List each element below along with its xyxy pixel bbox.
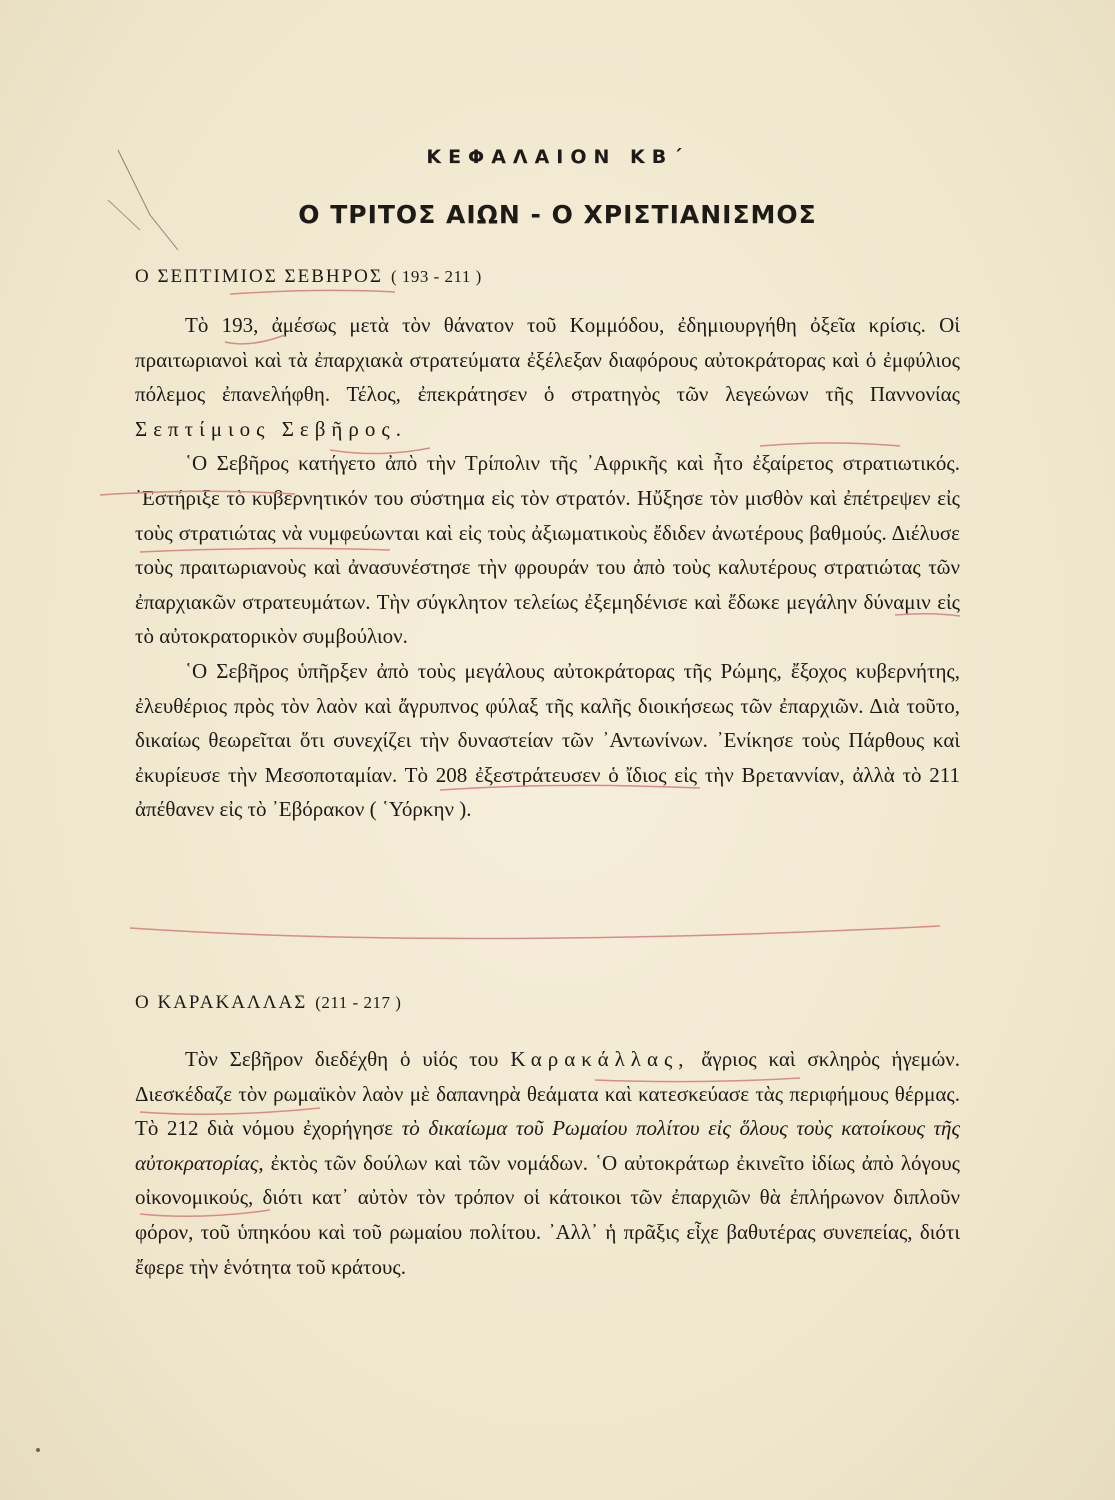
paragraph-text: Τὸν Σεβῆρον διεδέχθη ὁ υἱός του xyxy=(185,1047,499,1071)
paragraph xyxy=(135,308,960,446)
chapter-title: Ο ΤΡΙΤΟΣ ΑΙΩΝ - Ο ΧΡΙΣΤΙΑΝΙΣΜΟΣ xyxy=(298,200,817,229)
paragraph: ῾Ο Σεβῆρος κατήγετο ἀπὸ τὴν Τρίπολιν τῆς ᾿Αφρικῆς καὶ ἦτο ἐξαίρετος στρατιωτικός. ᾿Εστήριξε τὸ κυβερνητικόν του σύστημα εἰς τὸν στρατόν. Ηὔξησε τὸν μισθὸν καὶ ἐπέτρεψεν εἰς τοὺς στρατιώτας νὰ νυμφεύωνται καὶ εἰς τοὺς ἀξιωματικοὺς ἔδιδεν ἀνωτέρους βαθμούς. Διέλυσε τοὺς πραιτωριανοὺς καὶ ἀνασυνέστησε τὴν φρουράν του ἀπὸ τοὺς καλυτέρους στρατιώτας τῶν ἐπαρχιακῶν στρατευμάτων. Τὴν σύγκλητον τελείως ἐξεμηδένισε καὶ ἔδωκε μεγάλην δύναμιν εἰς τὸ αὐτοκρατορικὸν συμβούλιον. xyxy=(135,451,960,649)
section-heading-severus xyxy=(135,266,482,288)
red-underline xyxy=(130,926,940,939)
red-underline xyxy=(230,290,395,294)
section-body-caracalla xyxy=(135,1042,960,1284)
chapter-heading: ΚΕΦΑΛΑΙΟΝ ΚΒ΄ xyxy=(426,146,689,168)
paragraph: ῾Ο Σεβῆρος ὑπῆρξεν ἀπὸ τοὺς μεγάλους αὐτοκράτορας τῆς Ρώμης, ἔξοχος κυβερνήτης, ἐλευθέριος πρὸς τὸν λαὸν καὶ ἄγρυπνος φύλαξ τῆς καλῆς διοικήσεως τῶν ἐπαρχιῶν. Διὰ τοῦτο, δικαίως θεωρεῖται ὅτι συνεχίζει τὴν δυναστείαν τῶν ᾿Αντωνίνων. ᾿Ενίκησε τοὺς Πάρθους καὶ ἐκυρίευσε τὴν Μεσοποταμίαν. Τὸ 208 ἐξεστράτευσεν ὁ ἴδιος εἰς τὴν Βρεταννίαν, ἀλλὰ τὸ 211 ἀπέθανεν εἰς τὸ ᾿Εβόρακον ( ῾Υόρκην ). xyxy=(135,658,960,822)
paragraph-text: Τὸ 193, ἀμέσως μετὰ τὸν θάνατον τοῦ Κομμόδου, ἐδημιουργήθη ὀξεῖα κρίσις. Οἱ πραιτωριανοὶ καὶ τὰ ἐπαρχιακὰ στρατεύματα ἐξέλεξαν διαφόρους αὐτοκράτορας καὶ ὁ ἐμφύλιος πόλεμος ἐπανελήφθη. Τέλος, ἐπεκράτησεν ὁ στρατηγὸς τῶν λεγεώνων τῆς Παννονίας xyxy=(135,313,960,407)
section-body-severus xyxy=(135,308,960,827)
person-name: Σεπτίμιος Σεβῆρος. xyxy=(135,416,407,441)
section-heading-text: Ο ΚΑΡΑΚΑΛΛΑΣ xyxy=(135,992,308,1013)
paragraph-text: ἐκτὸς τῶν δούλων καὶ τῶν νομάδων. ῾Ο αὐτοκράτωρ ἐκινεῖτο ἰδίως ἀπὸ λόγους οἰκονομικούς, διότι κατ᾿ αὐτὸν τὸν τρόπον οἱ κάτοικοι τῶν ἐπαρχιῶν θὰ ἐπλήρωνον διπλοῦν φόρον, τοῦ ὑπηκόου καὶ τοῦ ρωμαίου πολίτου. ᾿Αλλ᾿ ἡ πρᾶξις εἶχε βαθυτέρας συνεπείας, διότι ἔφερε τὴν ἑνότητα τοῦ κράτους. xyxy=(135,1150,960,1279)
italic-emphasis: τὸ δικαίωμα τοῦ Ρωμαίου πολίτου εἰς ὅλους τοὺς κατοίκους τῆς αὐτοκρατορίας, xyxy=(135,1116,961,1175)
paragraph-text: ἄγριος καὶ σκληρὸς ἡγεμών. Διεσκέδαζε τὸν ρωμαϊκὸν λαὸν μὲ δαπανηρὰ θεάματα καὶ κατεσκεύασε τὰς περιφήμους θέρμας. Τὸ 212 διὰ νόμου ἐχορήγησε xyxy=(135,1047,961,1141)
ink-dot xyxy=(36,1448,40,1452)
person-name: Καρακάλλας, xyxy=(510,1047,690,1071)
section-dates: ( 193 - 211 ) xyxy=(390,267,482,286)
section-heading-caracalla xyxy=(135,992,401,1014)
paragraph xyxy=(135,1042,960,1284)
section-dates: (211 - 217 ) xyxy=(315,993,402,1012)
section-heading-text: Ο ΣΕΠΤΙΜΙΟΣ ΣΕΒΗΡΟΣ xyxy=(135,266,383,287)
